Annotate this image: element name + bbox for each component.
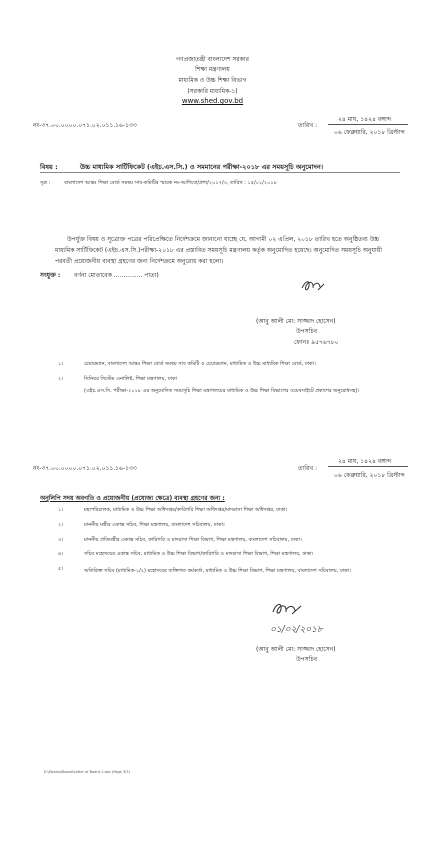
distribution-2-item-3: মাননীয় প্রতিমন্ত্রীর একান্ত সচিব, কারিগরি ও মাদরাসা শিক্ষা বিভাগ, শিক্ষা মন্ত্রণালয়, বাংলাদেশ সচিবালয়, ঢাকা।	[84, 537, 302, 543]
distribution-1-note: (এইচ.এস.সি. পরীক্ষা-২০১৮ এর অনুমোদিত সময়সূচি শিক্ষা মন্ত্রণালয়ের মাধ্যমিক ও উচ্চ শিক্ষা বিভাগের ওয়েবসাইটে প্রকাশের অনুরোধসহ)।	[84, 388, 360, 394]
file-path-footer: E:\Monish\Board\Letter of Board-1.doc (Page 3/3)	[44, 770, 130, 774]
distribution-2-item-1: মহাপরিচালক, মাধ্যমিক ও উচ্চ শিক্ষা অধিদপ্তর/কারিগরি শিক্ষা অধিদপ্তর/মাদরাসা শিক্ষা অধিদপ্তর, ঢাকা।	[84, 507, 288, 513]
reference-label: সূত্র :	[40, 180, 51, 186]
signature-1	[300, 278, 326, 294]
memo-number: নং-৩৭.০০.০০০০.০৭১.০২.০১১.১৬-১৩৩	[33, 122, 137, 129]
distribution-1-item-1: চেয়ারম্যান, বাংলাদেশ আন্তঃ শিক্ষা বোর্ড সমন্বয় সাব কমিটি ও চেয়ারম্যান, মাধ্যমিক ও উচ্চ মাধ্যমিক শিক্ষা বোর্ড, ঢাকা।	[84, 361, 316, 367]
distribution-2-num-2: ২।	[58, 522, 64, 528]
reference-text: বাংলাদেশ আন্তঃ শিক্ষা বোর্ড সমন্বয় সাব-কমিটির স্মারক নং-আশিবো/প্রশা/২০১৭/৩, তারিখ : ১৫/০১/২০১৮	[64, 180, 277, 186]
date-english: ০৬ ফেব্রুয়ারি, ২০১৮ খ্রিস্টাব্দ	[334, 129, 405, 136]
handwritten-date: ০১/০২/২০১৮	[270, 625, 323, 635]
government-name: গণপ্রজাতন্ত্রী বাংলাদেশ সরকার	[176, 56, 249, 63]
distribution-1-item-2: সিনিয়র সিস্টেম এনালিষ্ট, শিক্ষা মন্ত্রণালয়, ঢাকা	[84, 376, 177, 382]
memo-2-date-label: তারিখ :	[298, 465, 318, 472]
signatory-1-phone: ফোনঃ ৯৫৭৬৭৮০	[294, 339, 339, 346]
ministry-name: শিক্ষা মন্ত্রণালয়	[195, 66, 230, 73]
signatory-1-title: উপসচিব	[296, 328, 318, 335]
distribution-2-item-2: মাননীয় মন্ত্রীর একান্ত সচিব, শিক্ষা মন্ত্রণালয়, বাংলাদেশ সচিবালয়, ঢাকা।	[84, 522, 225, 528]
website-link[interactable]: www.shed.gov.bd	[181, 97, 244, 105]
enclosure-text: বর্ণনা মোতাবেক ............... পাতা)	[74, 272, 159, 279]
distribution-1-num-1: ১।	[58, 361, 64, 367]
section-name: (সরকারি মাধ্যমিক-১)	[187, 88, 238, 95]
subject-divider	[40, 172, 400, 173]
subject-text: উচ্চ মাধ্যমিক সার্টিফিকেট (এইচ.এস.সি.) ও সমমানের পরীক্ষা-২০১৮ এর সময়সূচি অনুমোদন।	[80, 163, 324, 171]
memo-2-date-bangla: ২৪ মাঘ, ১৪২৪ বঙ্গাব্দ	[338, 458, 392, 465]
distribution-1-num-2: ২।	[58, 376, 64, 382]
date-bangla: ২৪ মাঘ, ১৪২৪ বঙ্গাব্দ	[338, 116, 392, 123]
distribution-2-num-4: ৪।	[58, 551, 64, 557]
signature-2	[270, 600, 304, 620]
memo-2-date-english: ০৬ ফেব্রুয়ারি, ২০১৮ খ্রিস্টাব্দ	[334, 472, 405, 479]
distribution-2-num-3: ৩।	[58, 537, 64, 543]
enclosure-label: সংযুক্ত :	[40, 272, 61, 279]
distribution-2-num-1: ১।	[58, 507, 64, 513]
distribution-2-num-5: ৫।	[58, 566, 64, 572]
date-label: তারিখ :	[298, 122, 318, 129]
division-name: মাধ্যমিক ও উচ্চ শিক্ষা বিভাগ	[178, 77, 247, 84]
distribution-2-item-4: সচিব মহোদয়ের একান্ত সচিব, মাধ্যমিক ও উচ্চ শিক্ষা বিভাগ/কারিগরি ও মাদরাসা শিক্ষা বিভাগ, শিক্ষা মন্ত্রণালয়, ঢাকা।	[84, 551, 314, 557]
date-divider	[328, 124, 408, 125]
signatory-2-title: উপসচিব	[296, 656, 318, 663]
subject-label: বিষয় :	[40, 163, 58, 171]
signatory-2-name: (আবু আলী মো: সাজ্জাদ হোসেন)	[256, 646, 336, 653]
distribution-2-item-5: অতিরিক্ত সচিব (মাধ্যমিক-১/২) মহোদয়ের ব্যক্তিগত কর্মকর্তা, মাধ্যমিক ও উচ্চ শিক্ষা বিভাগ, শিক্ষা মন্ত্রণালয়, বাংলাদেশ সচিবালয়, ঢাকা।	[84, 568, 351, 574]
body-paragraph: উপর্যুক্ত বিষয় ও সূত্রোক্ত পত্রের পরিপ্রেক্ষিতে নির্দেশক্রমে জানানো যাচ্ছে যে, আগামী ০২ এপ্রিল, ২০১৮ তারিখ হতে অনুষ্ঠিতব্য উচ্চ মাধ্যমিক সার্টিফিকেট (এইচ.এস.সি.)পরীক্ষা-২০১৮ এর প্রস্তাবিত সময়সূচি মন্ত্রণালয় কর্তৃক অনুমোদিত হয়েছে। অনুমোদিত সময়সূচি অনুযায়ী পরবর্তী প্রয়োজনীয় ব্যবস্থা গ্রহণের জন্য নির্দেশক্রমে অনুরোধ করা হলো।	[55, 236, 382, 265]
signatory-1-name: (আবু আলী মো: সাজ্জাদ হোসেন)	[256, 318, 336, 325]
copy-heading: অনুলিপি সদয় অবগতি ও প্রয়োজনীয় (প্রযোজ্য ক্ষেত্রে) ব্যবস্থা গ্রহণের জন্য :	[40, 495, 225, 502]
memo-2-number: নং-৩৭.০০.০০০০.০৭১.০২.০১১.১৬-১৩৩	[33, 465, 137, 472]
memo-2-date-divider	[328, 466, 408, 467]
